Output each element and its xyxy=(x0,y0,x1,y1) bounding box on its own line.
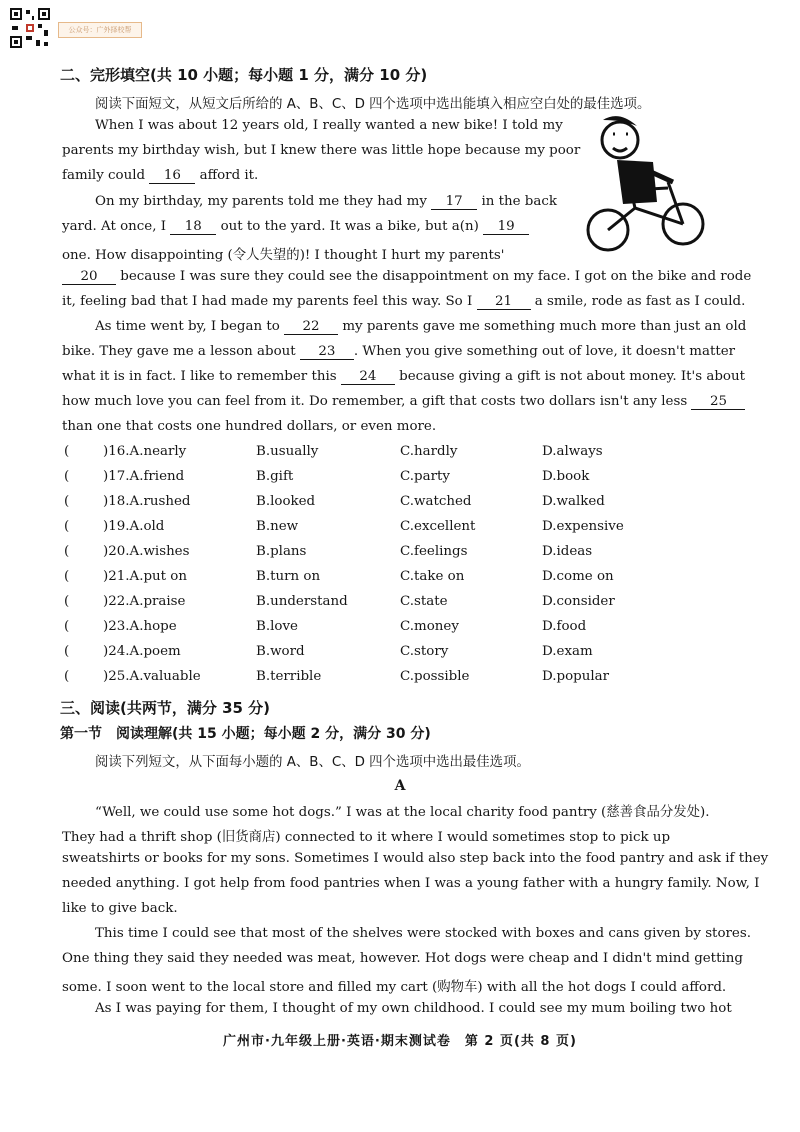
text-line: one. How disappointing (令人失望的)! I thought I hurt my parents' xyxy=(62,248,505,263)
passage-line: This time I could see that most of the shelves were stocked with boxes and cans given by stores. xyxy=(95,926,751,941)
option-c: C.money xyxy=(400,619,459,634)
text-line: parents my birthday wish, but I knew there was little hope because my poor xyxy=(62,143,581,158)
answer-paren: ( xyxy=(64,594,70,609)
option-b: B.plans xyxy=(256,544,307,559)
option-d: D.popular xyxy=(542,669,610,684)
option-a: )24.A.poem xyxy=(103,644,181,659)
blank-24: 24 xyxy=(341,369,395,385)
text-line: yard. At once, I 18 out to the yard. It was a bike, but a(n) 19 xyxy=(62,219,529,235)
option-a: )17.A.friend xyxy=(103,469,185,484)
option-d: D.book xyxy=(542,469,590,484)
passage-line: As I was paying for them, I thought of my own childhood. I could see my mum boiling two hot xyxy=(95,1001,732,1016)
option-a: )18.A.rushed xyxy=(103,494,191,509)
option-c: C.story xyxy=(400,644,449,659)
text-line: When I was about 12 years old, I really wanted a new bike! I told my xyxy=(95,118,563,133)
option-a: )22.A.praise xyxy=(103,594,186,609)
option-b: B.gift xyxy=(256,469,294,484)
blank-16: 16 xyxy=(149,168,195,184)
option-b: B.usually xyxy=(256,444,319,459)
option-d: D.food xyxy=(542,619,587,634)
option-d: D.ideas xyxy=(542,544,593,559)
option-c: C.possible xyxy=(400,669,470,684)
passage-line: like to give back. xyxy=(62,901,178,916)
blank-20: 20 xyxy=(62,269,116,285)
option-d: D.come on xyxy=(542,569,614,584)
text-line: family could 16 afford it. xyxy=(62,168,259,183)
blank-23: 23 xyxy=(300,344,354,360)
option-b: B.terrible xyxy=(256,669,322,684)
blank-19: 19 xyxy=(483,219,529,235)
answer-paren: ( xyxy=(64,644,70,659)
option-c: C.take on xyxy=(400,569,465,584)
option-d: D.walked xyxy=(542,494,605,509)
option-b: B.love xyxy=(256,619,298,634)
option-b: B.looked xyxy=(256,494,316,509)
blank-25: 25 xyxy=(691,394,745,410)
text-line: On my birthday, my parents told me they had my 17 in the back xyxy=(95,194,557,209)
option-d: D.exam xyxy=(542,644,593,659)
answer-paren: ( xyxy=(64,444,70,459)
reading-instruction: 阅读下列短文，从下面每小题的 A、B、C、D 四个选项中选出最佳选项。 xyxy=(95,755,530,770)
option-b: B.turn on xyxy=(256,569,321,584)
option-b: B.word xyxy=(256,644,305,659)
cloze-instruction: 阅读下面短文，从短文后所给的 A、B、C、D 四个选项中选出能填入相应空白处的最佳选项。 xyxy=(95,97,651,112)
text-line: how much love you can feel from it. Do remember, a gift that costs two dollars isn't any less 25 xyxy=(62,394,745,410)
qr-code-icon xyxy=(8,6,52,50)
text-line: 20 because I was sure they could see the disappointment on my face. I got on the bike and rode xyxy=(62,269,751,285)
text-line: As time went by, I began to 22 my parents gave me something much more than just an old xyxy=(95,319,747,334)
answer-paren: ( xyxy=(64,569,70,584)
option-b: B.understand xyxy=(256,594,348,609)
answer-paren: ( xyxy=(64,669,70,684)
option-c: C.party xyxy=(400,469,450,484)
option-a: )25.A.valuable xyxy=(103,669,201,684)
passage-line: sweatshirts or books for my sons. Sometimes I would also step back into the food pantry and ask if they xyxy=(62,851,769,866)
answer-paren: ( xyxy=(64,619,70,634)
watermark: 公众号：广外择校帮 xyxy=(58,22,142,38)
passage-line: some. I soon went to the local store and filled my cart (购物车) with all the hot dogs I could afford. xyxy=(62,980,727,995)
passage-line: One thing they said they needed was meat, however. Hot dogs were cheap and I didn't mind getting xyxy=(62,951,743,966)
option-a: )19.A.old xyxy=(103,519,165,534)
section-title-cloze: 二、完形填空(共 10 小题；每小题 1 分，满分 10 分) xyxy=(60,66,428,84)
option-c: C.state xyxy=(400,594,448,609)
answer-paren: ( xyxy=(64,544,70,559)
option-d: D.expensive xyxy=(542,519,624,534)
option-a: )21.A.put on xyxy=(103,569,187,584)
option-c: C.watched xyxy=(400,494,472,509)
passage-line: They had a thrift shop (旧货商店) connected to it where I would sometimes stop to pick up xyxy=(62,830,671,845)
passage-label: A xyxy=(394,778,406,794)
option-a: )16.A.nearly xyxy=(103,444,187,459)
answer-paren: ( xyxy=(64,469,70,484)
part-title: 第一节 阅读理解(共 15 小题；每小题 2 分，满分 30 分) xyxy=(60,726,431,742)
text-line: it, feeling bad that I had made my parents feel this way. So I 21 a smile, rode as fast as I could. xyxy=(62,294,746,309)
text-line: what it is in fact. I like to remember this 24 because giving a gift is not about money. It's about xyxy=(62,369,745,384)
option-a: )23.A.hope xyxy=(103,619,177,634)
blank-22: 22 xyxy=(284,319,338,335)
text-line: than one that costs one hundred dollars, or even more. xyxy=(62,419,437,434)
option-d: D.consider xyxy=(542,594,615,609)
answer-paren: ( xyxy=(64,494,70,509)
passage-line: “Well, we could use some hot dogs.” I was at the local charity food pantry (慈善食品分发处). xyxy=(95,805,710,820)
passage-line: needed anything. I got help from food pantries when I was a young father with a hungry family. Now, I xyxy=(62,876,760,891)
blank-21: 21 xyxy=(477,294,531,310)
answer-paren: ( xyxy=(64,519,70,534)
section-title-reading: 三、阅读(共两节，满分 35 分) xyxy=(60,699,271,717)
boy-on-bike-illustration xyxy=(573,112,713,252)
option-d: D.always xyxy=(542,444,603,459)
option-c: C.feelings xyxy=(400,544,468,559)
option-c: C.excellent xyxy=(400,519,476,534)
option-c: C.hardly xyxy=(400,444,458,459)
qr-code xyxy=(8,6,52,50)
text-line: bike. They gave me a lesson about 23 . When you give something out of love, it doesn't matter xyxy=(62,344,736,359)
option-b: B.new xyxy=(256,519,299,534)
blank-17: 17 xyxy=(431,194,477,210)
option-a: )20.A.wishes xyxy=(103,544,190,559)
blank-18: 18 xyxy=(170,219,216,235)
page-footer: 广州市·九年级上册·英语·期末测试卷 第 2 页(共 8 页) xyxy=(223,1034,577,1049)
